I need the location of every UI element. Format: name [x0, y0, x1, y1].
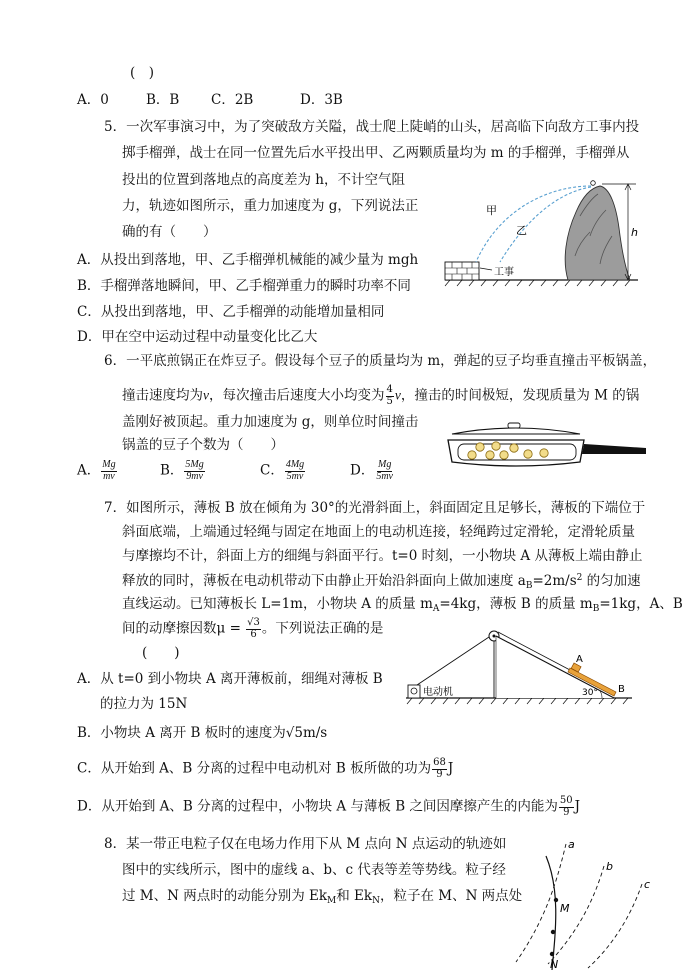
q8-line1: 8．某一带正电粒子仅在电场力作用下从 M 点向 N 点运动的轨迹如	[104, 836, 507, 852]
q7-line5	[122, 598, 683, 614]
q7-line2: 斜面底端，上端通过轻绳与固定在地面上的电动机连接，轻绳跨过定滑轮，定滑轮质量	[122, 524, 635, 540]
q6-line3: 盖刚好被顶起。重力加速度为 g，则单位时间撞击	[122, 414, 419, 430]
q7-option-d-text: D．从开始到 A、B 分离的过程中，小物块 A 与薄板 B 之间因摩擦产生的内能为	[77, 798, 558, 815]
q6-option-b	[160, 460, 206, 482]
q5-line4: 力，轨迹如图所示，重力加速度为 g，下列说法正	[122, 198, 419, 214]
equipotential-c	[588, 884, 642, 968]
q7-line4-a: 释放的同时，薄板在电动机带动下由静止开始沿斜面向上做加速度 a	[122, 573, 526, 589]
q7-line4-b: =2m/s	[532, 573, 577, 589]
q7-option-c-text: C．从开始到 A、B 分离的过程中电动机对 B 板所做的功为	[77, 760, 432, 777]
label-c-line: c	[644, 878, 651, 891]
q6-var-v2: v	[394, 387, 401, 403]
q8-line3-b: 和 Ek	[336, 888, 373, 904]
q6-option-a-num: Mg	[102, 459, 116, 470]
q6-option-b-num: 5Mg	[185, 459, 204, 470]
point-mid	[551, 930, 555, 934]
q6-fraction-den: 5	[386, 395, 393, 407]
q7-line3: 与摩擦均不计，斜面上方的细绳与斜面平行。t=0 时刻，一小物块 A 从薄板上端由静止	[122, 548, 643, 564]
point-m	[554, 898, 558, 902]
q7-line6-b: 。下列说法正确的是	[261, 620, 384, 637]
label-a-line: a	[568, 838, 575, 851]
q6-option-a-den: mv	[103, 470, 115, 482]
q5-option-b: B．手榴弹落地瞬间，甲、乙手榴弹重力的瞬时功率不同	[77, 278, 411, 294]
q6-line1: 6．一平底煎锅正在炸豆子。假设每个豆子的质量均为 m，弹起的豆子均垂直撞击平板锅盖，	[104, 353, 657, 369]
q5-line1: 5．一次军事演习中，为了突破敌方关隘，战士爬上陡峭的山头，居高临下向敌方工事内投	[104, 119, 640, 135]
q4-option-b: B．B	[146, 92, 180, 108]
q7-figure	[404, 628, 636, 708]
q6-option-c-den: 5mv	[286, 470, 304, 482]
pan-handle	[582, 444, 646, 454]
label-m: M	[560, 902, 570, 915]
q7-line4-sup: 2	[576, 573, 583, 583]
q5-option-d: D．甲在空中运动过程中动量变化比乙大	[77, 329, 318, 345]
q7-option-d	[77, 796, 580, 818]
q7-option-c-num: 68	[433, 757, 446, 768]
soldier-icon	[591, 181, 596, 186]
q6-option-d-den: 5mv	[376, 470, 393, 482]
label-b-line: b	[606, 860, 613, 873]
q6-fraction-4-5	[386, 385, 394, 407]
q6-option-d-fraction	[375, 460, 394, 482]
q7-option-b: B．小物块 A 离开 B 板时的速度为√5m/s	[77, 725, 328, 741]
q7-option-d-num: 50	[559, 795, 573, 806]
q7-line6	[122, 618, 383, 640]
q7-option-a-line1: A．从 t=0 到小物块 A 离开薄板前，细绳对薄板 B	[77, 671, 383, 687]
q6-option-c-label: C．	[260, 462, 284, 479]
q7-line6-a: 间的动摩擦因数μ =	[122, 620, 246, 637]
q5-figure	[440, 176, 640, 288]
q4-paren: ( )	[130, 65, 155, 81]
q6-option-a	[77, 460, 118, 482]
q4-option-a: A．0	[77, 92, 109, 108]
q8-figure	[508, 836, 658, 970]
q7-option-c	[77, 758, 453, 780]
ground-hatch	[445, 280, 630, 286]
label-yi: 乙	[516, 224, 527, 237]
q7-option-c-den: 9	[436, 768, 443, 780]
q6-line2-text-b: ，每次撞击后速度大小均变为	[209, 387, 385, 404]
pulley-axle	[493, 635, 496, 638]
q7-line4-c: 的匀加速	[582, 573, 641, 589]
q7-option-c-unit: J	[447, 760, 454, 777]
rope-motor	[417, 637, 489, 685]
q6-option-d	[350, 460, 395, 482]
q6-line2-text-a: 撞击速度均为	[122, 387, 203, 404]
q6-line2	[122, 385, 639, 407]
q6-fraction-num: 4	[386, 384, 393, 395]
label-b: B	[618, 684, 625, 695]
q8-line2: 图中的实线所示，图中的虚线 a、b、c 代表等差等势线。粒子经	[122, 862, 506, 878]
q7-line4-sub: B	[525, 581, 533, 591]
q6-option-a-label: A．	[77, 462, 101, 479]
q5-line5: 确的有（ ）	[122, 224, 217, 240]
q5-line2: 掷手榴弹，战士在同一位置先后水平投出甲、乙两颗质量均为 m 的手榴弹，手榴弹从	[122, 145, 630, 161]
label-n: N	[550, 958, 559, 970]
q6-line2-text-c: ，撞击的时间极短，发现质量为 M 的锅	[400, 387, 640, 404]
label-h: h	[631, 226, 638, 239]
q7-line1: 7．如图所示，薄板 B 放在倾角为 30°的光滑斜面上，斜面固定且足够长，薄板的下端位于	[104, 500, 646, 516]
q8-line3-a: 过 M、N 两点时的动能分别为 Ek	[122, 888, 328, 904]
q7-option-c-fraction	[432, 758, 447, 780]
q4-option-c: C．2B	[211, 92, 254, 108]
q8-line3	[122, 890, 522, 906]
q6-var-v: v	[203, 387, 209, 403]
q7-line4	[122, 574, 641, 591]
q8-line3-c: ，粒子在 M、N 两点处	[379, 888, 523, 904]
q7-ground-hatch	[407, 698, 628, 704]
q5-option-c: C．从投出到落地，甲、乙手榴弹的动能增加量相同	[77, 304, 385, 320]
label-a: A	[576, 654, 583, 665]
q7-line5-b: =4kg，薄板 B 的质量 m	[439, 596, 593, 612]
q8-line3-sub1: M	[327, 896, 337, 906]
q5-line3: 投出的位置到落地点的高度差为 h，不计空气阻	[122, 172, 405, 188]
q6-line4: 锅盖的豆子个数为（ ）	[122, 437, 284, 453]
mountain	[565, 186, 630, 280]
q6-option-a-fraction	[101, 460, 116, 482]
q6-option-c-fraction	[285, 460, 305, 482]
q7-option-a-line2: 的拉力为 15N	[100, 696, 188, 712]
q5-option-a: A．从投出到落地，甲、乙手榴弹机械能的减少量为 mgh	[77, 252, 419, 268]
motor-box	[408, 685, 420, 698]
gongshi-label: 工事	[494, 267, 514, 278]
q7-line5-sub2: B	[592, 604, 600, 614]
q6-option-c-num: 4Mg	[285, 459, 305, 470]
q7-line5-c: =1kg，A、B	[599, 596, 683, 612]
pan-lid	[452, 428, 580, 434]
q7-mu-den: 6	[250, 628, 257, 640]
q7-option-d-den: 9	[563, 806, 570, 818]
q6-figure-pan	[444, 420, 650, 472]
point-n	[550, 952, 554, 956]
motor-label: 电动机	[423, 687, 453, 698]
equipotential-b	[548, 866, 604, 964]
q6-option-c	[260, 460, 306, 482]
q7-line5-a: 直线运动。已知薄板长 L=1m，小物块 A 的质量 m	[122, 596, 433, 612]
q7-mu-fraction	[246, 618, 261, 640]
q8-line3-sub2: N	[372, 896, 380, 906]
label-jia: 甲	[486, 204, 497, 217]
q7-line5-sub1: A	[432, 604, 440, 614]
angle-label: 30°	[582, 688, 598, 698]
gongshi-pointer	[480, 268, 492, 270]
q7-paren: ( )	[142, 645, 180, 661]
equipotential-a	[516, 844, 566, 962]
q6-option-b-den: 9mv	[186, 470, 203, 482]
q7-option-d-fraction	[559, 796, 574, 818]
q7-mu-num: √3	[247, 617, 260, 628]
q6-option-b-label: B．	[160, 462, 184, 479]
q6-option-d-num: Mg	[377, 459, 392, 470]
lid-knob	[508, 423, 520, 428]
q6-option-d-label: D．	[350, 462, 375, 479]
q6-option-b-fraction	[184, 460, 204, 482]
q7-option-d-unit: J	[574, 798, 581, 815]
q4-option-d: D．3B	[300, 92, 343, 108]
